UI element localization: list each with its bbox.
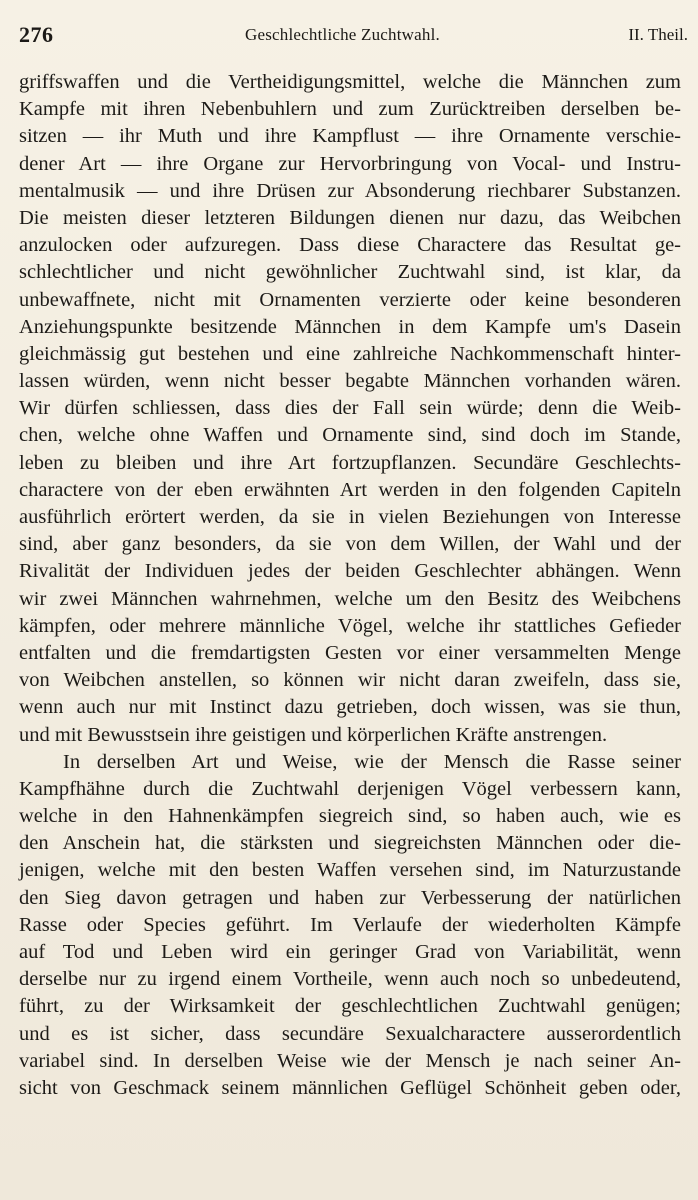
text-line: mentalmusik — und ihre Drüsen zur Absonderung riechbarer Substanzen. bbox=[19, 179, 681, 202]
page-header bbox=[19, 22, 692, 50]
text-line: sind, aber ganz besonders, da sie von dem Willen, der Wahl und der bbox=[19, 533, 681, 556]
text-line: Wir dürfen schliessen, dass dies der Fall sein würde; denn die Weib- bbox=[19, 397, 681, 420]
text-line: von Weibchen anstellen, so können wir nicht daran zweifeln, dass sie, bbox=[19, 669, 681, 692]
text-line: führt, zu der Wirksamkeit der geschlechtlichen Zuchtwahl genügen; bbox=[19, 995, 681, 1018]
text-line: anzulocken oder aufzuregen. Dass diese Charactere das Resultat ge- bbox=[19, 234, 681, 257]
text-line: lassen würden, wenn nicht besser begabte Männchen vorhanden wären. bbox=[19, 370, 681, 393]
text-line: dener Art — ihre Organe zur Hervorbringung von Vocal- und Instru- bbox=[19, 152, 681, 175]
part-label: II. Theil. bbox=[628, 25, 688, 44]
text-line: derselbe nur zu irgend einem Vortheile, wenn auch noch so unbedeutend, bbox=[19, 968, 681, 991]
text-line: Rasse oder Species geführt. Im Verlaufe der wiederholten Kämpfe bbox=[19, 913, 681, 936]
text-line: sitzen — ihr Muth und ihre Kampflust — ihre Ornamente verschie- bbox=[19, 125, 681, 148]
text-line: gleichmässig gut bestehen und eine zahlreiche Nachkommenschaft hinter- bbox=[19, 342, 681, 365]
text-line: den Sieg davon getragen und haben zur Verbesserung der natürlichen bbox=[19, 886, 681, 909]
text-line: Kampfe mit ihren Nebenbuhlern und zum Zurücktreiben derselben be- bbox=[19, 98, 681, 121]
text-line: chen, welche ohne Waffen und Ornamente sind, sind doch im Stande, bbox=[19, 424, 681, 447]
text-line: und es ist sicher, dass secundäre Sexualcharactere ausserordentlich bbox=[19, 1022, 681, 1045]
text-line: wenn auch nur mit Instinct dazu getrieben, doch wissen, was sie thun, bbox=[19, 696, 681, 719]
text-line: und mit Bewusstsein ihre geistigen und körperlichen Kräfte anstrengen. bbox=[19, 723, 608, 746]
text-line: jenigen, welche mit den besten Waffen versehen sind, im Naturzustande bbox=[19, 859, 681, 882]
paragraph bbox=[19, 749, 681, 1102]
text-line: Die meisten dieser letzteren Bildungen dienen nur dazu, das Weibchen bbox=[19, 206, 681, 229]
text-line: unbewaffnete, nicht mit Ornamenten verzierte oder keine besonderen bbox=[19, 288, 681, 311]
text-line: den Anschein hat, die stärksten und siegreichsten Männchen oder die- bbox=[19, 832, 681, 855]
text-line: In derselben Art und Weise, wie der Mensch die Rasse seiner bbox=[63, 750, 681, 773]
text-line: charactere von der eben erwähnten Art werden in den folgenden Capiteln bbox=[19, 478, 681, 501]
body-text bbox=[19, 69, 681, 1102]
page-number: 276 bbox=[19, 22, 54, 47]
text-line: leben zu bleiben und ihre Art fortzupflanzen. Secundäre Geschlechts- bbox=[19, 451, 681, 474]
text-line: wir zwei Männchen wahrnehmen, welche um den Besitz des Weibchens bbox=[19, 587, 681, 610]
text-line: auf Tod und Leben wird ein geringer Grad von Variabilität, wenn bbox=[19, 941, 681, 963]
text-line: Anziehungspunkte besitzende Männchen in dem Kampfe um's Dasein bbox=[19, 315, 681, 338]
text-line: schlechtlicher und nicht gewöhnlicher Zuchtwahl sind, ist klar, da bbox=[19, 261, 681, 284]
text-line: kämpfen, oder mehrere männliche Vögel, welche ihr stattliches Gefieder bbox=[19, 614, 681, 637]
text-line: variabel sind. In derselben Weise wie der Mensch je nach seiner An- bbox=[19, 1049, 681, 1072]
running-title: Geschlechtliche Zuchtwahl. bbox=[245, 25, 440, 44]
paragraph bbox=[19, 69, 681, 749]
text-line: entfalten und die fremdartigsten Gesten vor einer versammelten Menge bbox=[19, 641, 681, 664]
text-line: Rivalität der Individuen jedes der beiden Geschlechter abhängen. Wenn bbox=[19, 560, 681, 583]
text-line: griffswaffen und die Vertheidigungsmittel, welche die Männchen zum bbox=[19, 71, 681, 93]
text-line: welche in den Hahnenkämpfen siegreich sind, so haben auch, wie es bbox=[19, 805, 681, 828]
text-line: sicht von Geschmack seinem männlichen Geflügel Schönheit geben oder, bbox=[19, 1076, 681, 1099]
text-line: Kampfhähne durch die Zuchtwahl derjenigen Vögel verbessern kann, bbox=[19, 777, 681, 800]
text-line: ausführlich erörtert werden, da sie in vielen Beziehungen von Interesse bbox=[19, 506, 681, 528]
